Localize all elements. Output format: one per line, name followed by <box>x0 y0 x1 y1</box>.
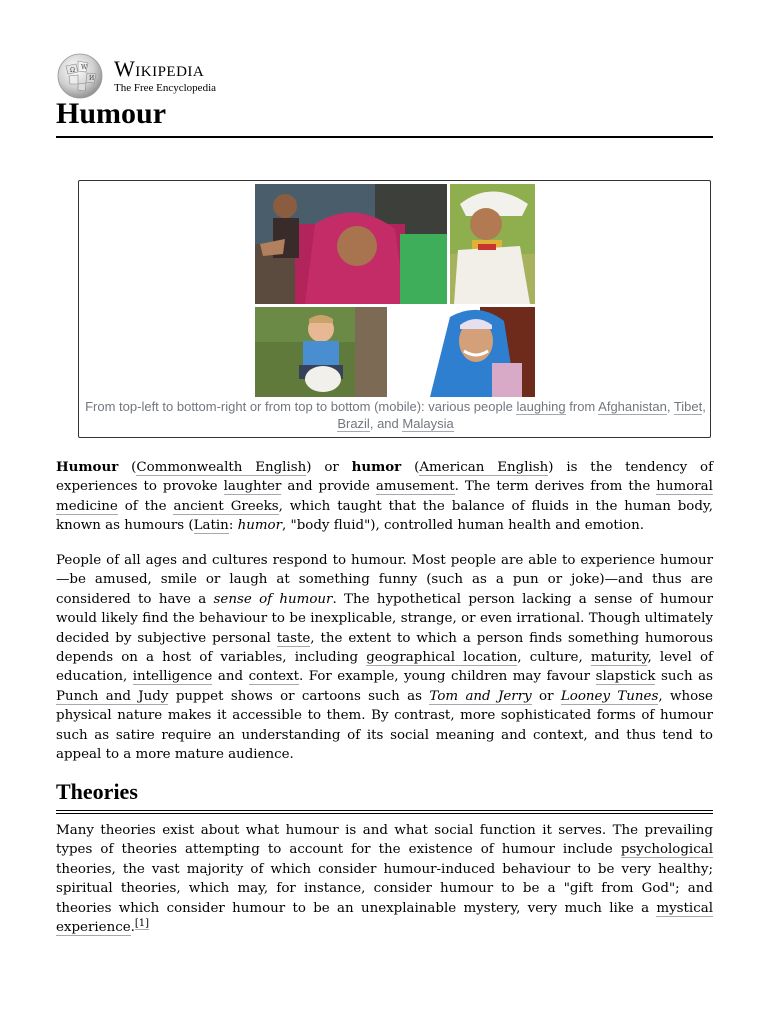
wordmark-block <box>114 58 216 94</box>
wikipedia-globe-icon <box>56 52 104 100</box>
wikipedia-wordmark: Wikipedia <box>114 56 205 81</box>
link-tom-and-jerry[interactable]: Tom and Jerry <box>429 688 532 704</box>
paragraph-text: , culture, <box>517 650 583 666</box>
paragraph-theories <box>56 821 713 937</box>
figure-caption: From top-left to bottom-right or from top to bottom (mobile): various people laughing from Afghanistan, Tibet, Brazil, and Malaysia <box>85 399 706 431</box>
paragraph-text: . <box>130 920 135 936</box>
paragraph-text: such as <box>660 669 713 685</box>
latin-term: humor <box>237 518 283 534</box>
link-laughter[interactable]: laughter <box>223 479 282 495</box>
paragraph-intro: Humour (Commonwealth English) or humor (American English) is the tendency of experiences to provoke laughter and provide amusement. The term derives from the humoral medicine of the ancient Greeks, which taught that the balance of fluids in the human body, known as humours (Latin: humor, "body fluid"), controlled human health and emotion. <box>56 459 714 534</box>
paragraph-text: . For example, young children may favour <box>299 669 591 685</box>
paragraph-text: , level of education, <box>56 650 713 685</box>
link-context[interactable]: context <box>248 669 299 685</box>
link-taste[interactable]: taste <box>276 630 311 646</box>
photo-brazil-image <box>255 307 387 397</box>
svg-text:Ω: Ω <box>70 67 75 74</box>
paragraph-text: or <box>324 460 339 475</box>
link-commonwealth-english[interactable]: Commonwealth English <box>136 460 307 475</box>
emphasis-sense-of-humour: sense of humour <box>213 591 333 607</box>
link-looney-tunes[interactable]: Looney Tunes <box>560 688 659 704</box>
paragraph-text: puppet shows or cartoons such as <box>175 688 423 704</box>
paragraph-text: , which taught that the balance of fluids in the human body, known as humours ( <box>56 498 713 534</box>
paragraph-text: is the tendency of experiences to provoke <box>56 460 714 495</box>
link-brazil[interactable]: Brazil <box>337 416 370 431</box>
term-humor: humor <box>351 459 402 475</box>
link-latin[interactable]: Latin <box>193 518 229 534</box>
link-ancient-greeks[interactable]: ancient Greeks <box>173 498 279 514</box>
reference-link-1[interactable]: [1] <box>134 917 150 929</box>
caption-text: from <box>569 399 596 414</box>
link-amusement[interactable]: amusement <box>375 479 455 495</box>
link-maturity[interactable]: maturity <box>590 650 648 666</box>
lead-figure <box>78 180 711 438</box>
link-intelligence[interactable]: intelligence <box>132 669 213 685</box>
link-humoral-medicine[interactable]: humoral medicine <box>56 479 713 514</box>
paragraph-text: or <box>539 688 554 704</box>
link-laughing[interactable]: laughing <box>516 399 566 414</box>
section-heading-theories: Theories <box>56 778 713 814</box>
link-geographical-location[interactable]: geographical location <box>366 650 518 666</box>
link-psychological[interactable]: psychological <box>620 842 713 858</box>
paragraph-text: and <box>217 669 244 685</box>
paragraph-text: theories, the vast majority of which consider humour-induced behaviour to be very healthy; spiritual theories, which may, for instance, consider humour to be a "gift from God"; and theories which consider humour to be an unexplainable mystery, very much like a <box>56 861 713 916</box>
paragraph-text: . The term derives from the <box>454 479 651 495</box>
photo-afghanistan-image <box>255 184 447 304</box>
link-malaysia[interactable]: Malaysia <box>402 416 454 431</box>
paragraph-responses <box>56 551 713 764</box>
paragraph-text: , "body fluid"), controlled human health and emotion. <box>282 518 644 534</box>
svg-text:W: W <box>81 64 88 71</box>
photo-afghanistan[interactable] <box>255 184 447 304</box>
reference-marker <box>135 918 149 930</box>
paragraph-text: and provide <box>287 479 370 495</box>
wikipedia-logo[interactable] <box>56 54 216 98</box>
photo-brazil[interactable] <box>255 307 387 397</box>
term-humour: Humour <box>56 459 119 475</box>
photo-malaysia-image <box>390 307 535 397</box>
link-afghanistan[interactable]: Afghanistan <box>598 399 667 414</box>
caption-text: From top-left to bottom-right or from top to bottom (mobile): various people <box>85 399 513 414</box>
svg-text:И: И <box>89 75 95 82</box>
paragraph-text: : <box>228 518 234 534</box>
paragraph-text: People of all ages and cultures respond to humour. Most people are able to experience humour—be amused, smile or laugh at something funny (such as a pun or joke)—and thus are considered to have a <box>56 553 713 607</box>
photo-tibet-image <box>450 184 535 304</box>
link-punch-and-judy[interactable]: Punch and Judy <box>56 688 169 704</box>
link-slapstick[interactable]: slapstick <box>595 669 656 685</box>
link-mystical-experience[interactable]: mystical experience <box>56 900 713 936</box>
caption-text: and <box>377 416 399 431</box>
paragraph-text: of the <box>124 498 167 514</box>
paragraph-text: . The hypothetical person lacking a sense of humour would likely find the behaviour to be inexplicable, strange, or even irrational. Though ultimately decided by subjective personal <box>56 591 713 646</box>
link-tibet[interactable]: Tibet <box>673 399 703 414</box>
wikipedia-tagline: The Free Encyclopedia <box>114 82 217 94</box>
paragraph-text: Many theories exist about what humour is and what social function it serves. The prevailing types of theories attempting to account for the existence of humour include <box>56 823 713 858</box>
link-american-english[interactable]: American English <box>419 460 549 475</box>
paragraph-text: , the extent to which a person finds something humorous depends on a host of variables, including <box>56 630 713 666</box>
photo-malaysia[interactable] <box>390 307 535 397</box>
photo-tibet[interactable] <box>450 184 535 304</box>
paragraph-text: , whose physical nature makes it accessible to them. By contrast, more sophisticated forms of humour such as satire require an understanding of its social meaning and context, and thus tend to appeal to a more mature audience. <box>56 688 713 763</box>
page-title: Humour <box>56 96 713 138</box>
